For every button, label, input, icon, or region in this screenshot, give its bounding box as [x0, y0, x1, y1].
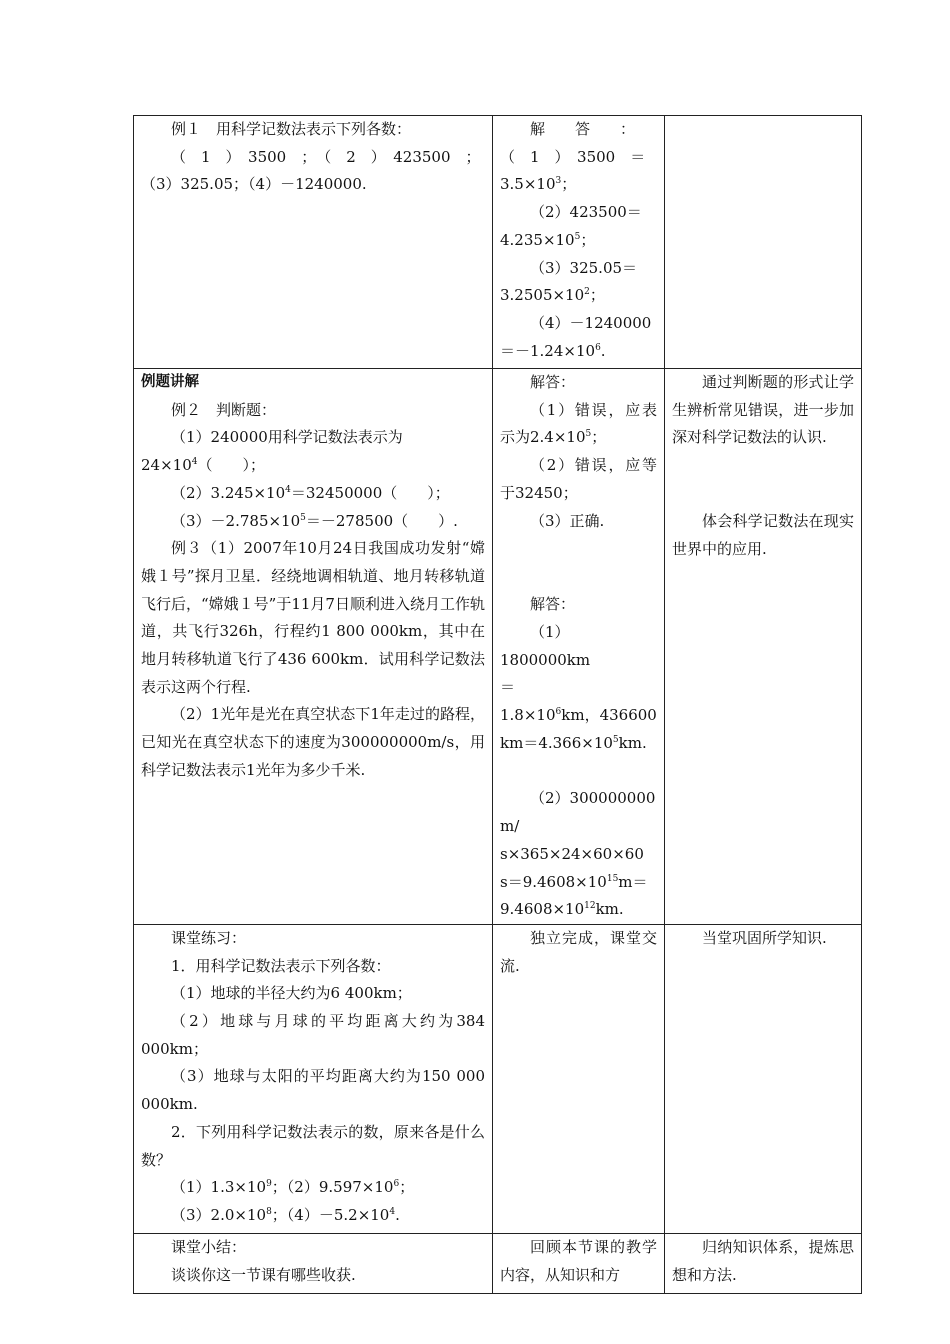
intent-application: 体会科学记数法在现实世界中的应用.	[672, 512, 854, 558]
answer-3-s2c: s×365×24×60×60	[500, 844, 644, 863]
cell-examples-answer	[493, 369, 665, 925]
cell-practice-question	[134, 924, 493, 1233]
summary-heading: 课堂小结：	[171, 1237, 247, 1256]
example-3-part-1: 例３（1）2007年10月24日我国成功发射“嫦娥１号”探月卫星．经绕地调相轨道、地月转移轨道飞行后，“嫦娥１号”于11月7日顺利进入绕月工作轨道，共飞行326h，行程约1 800 000km，其中在地月转移轨道飞行了436 600km．试用科学记数法表示这两个行程.	[141, 539, 485, 696]
section-heading: 例题讲解	[141, 374, 199, 390]
practice-task-1a: （1）地球的半径大约为6 400km；	[171, 984, 412, 1003]
practice-task-1c: （3）地球与太阳的平均距离大约为150 000 000km.	[141, 1067, 485, 1114]
answer-1-item-4: （4）－1240000	[530, 313, 652, 332]
practice-student-activity: 独立完成，课堂交流.	[500, 928, 657, 975]
cell-examples-intent	[665, 369, 862, 925]
summary-text: 谈谈你这一节课有哪些收获.	[171, 1265, 356, 1284]
answer-2-r2: （2）错误，应等于32450；	[500, 456, 657, 502]
example-2-title: 例２ 判断题：	[171, 400, 277, 419]
summary-student-activity: 回顾本节课的教学内容，从知识和方	[500, 1237, 657, 1284]
answer-1-item-1: （ 1 ） 3500 ＝	[500, 147, 646, 166]
cell-practice-student	[493, 924, 665, 1233]
practice-task-1b: （2）地球与月球的平均距离大约为384 000km；	[141, 1012, 485, 1058]
answer-1-item-3: （3）325.05＝	[530, 258, 638, 277]
practice-heading: 课堂练习：	[171, 928, 247, 947]
example-2-q1: （1）240000用科学记数法表示为	[171, 428, 403, 447]
summary-intent: 归纳知识体系，提炼思想和方法.	[672, 1237, 854, 1284]
practice-intent: 当堂巩固所学知识.	[702, 928, 827, 947]
cell-example-1-intent	[665, 116, 862, 369]
answer-3-s2d: $s=9.4608\times 10^{15}m=$	[500, 872, 648, 891]
example-3-part-2: （2）1光年是光在真空状态下1年走过的路程，已知光在真空状态下的速度为300000000m/s，用科学记数法表示1光年为多少千米.	[141, 705, 485, 779]
cell-example-1-answer	[493, 116, 665, 369]
practice-task-2b: $(3)2.0\times 10^8$；$(4)-5.2\times 10^4$.	[171, 1205, 400, 1224]
answer-2-r3: （3）正确.	[530, 511, 605, 530]
answer-1-item-2: （2）423500＝	[530, 203, 642, 222]
lesson-table	[133, 115, 862, 1294]
cell-summary-question	[134, 1233, 493, 1293]
answer-2-r1: （1）错误，应表示为$2.4\times 10^5$；	[500, 400, 657, 447]
row-summary	[134, 1233, 862, 1293]
row-example-1	[134, 116, 862, 369]
answer-2-head: 解答：	[530, 373, 576, 391]
answer-1-item-2-result: $4.235\times 10^5$；	[500, 230, 596, 249]
practice-task-1: 1．用科学记数法表示下列各数：	[171, 956, 391, 975]
answer-1-item-4-result: $=-1.24\times 10^6$.	[500, 341, 606, 360]
example-1-title: 例１ 用科学记数法表示下列各数：	[171, 120, 412, 138]
answer-3-head: 解答：	[530, 595, 576, 614]
cell-example-1-question	[134, 116, 493, 369]
example-1-line-2: （3）325.05；（4）－1240000.	[141, 175, 367, 194]
row-examples	[134, 369, 862, 925]
answer-3-s2b: m/	[500, 817, 520, 836]
example-2-q3: $(3)-2.785\times 10^5=-278500$（ ）.	[171, 511, 458, 530]
answer-3-s1d: $km=4.366\times 10^5km$.	[500, 733, 647, 752]
intent-judgement: 通过判断题的形式让学生辨析常见错误，进一步加深对科学记数法的认识.	[672, 373, 854, 447]
answer-3-s1a: （1）1800000km	[500, 622, 591, 669]
answer-3-s2e: $9.4608\times 10^{12}km$.	[500, 900, 624, 919]
row-practice	[134, 924, 862, 1233]
answer-1-item-3-result: $3.2505\times 10^2$；	[500, 286, 605, 305]
cell-practice-intent	[665, 924, 862, 1233]
practice-task-2a: $(1)1.3\times 10^9$；$(2)9.597\times 10^6$；	[171, 1178, 415, 1197]
answer-1-head: 解 答 ：	[530, 120, 636, 138]
practice-task-2: 2．下列用科学记数法表示的数，原来各是什么数？	[141, 1122, 485, 1169]
example-2-q1-cont: $24\times 10^4$（ ）；	[141, 456, 265, 475]
answer-3-s1b: ＝	[500, 678, 516, 697]
cell-summary-intent	[665, 1233, 862, 1293]
answer-1-item-1-result: $3.5\times 10^3$；	[500, 175, 577, 194]
example-1-line-1: （ 1 ） 3500 ； （ 2 ） 423500 ；	[171, 147, 481, 166]
cell-examples-question	[134, 369, 493, 925]
answer-3-s1c: $1.8\times 10^6km$，436600	[500, 706, 657, 725]
example-2-q2: $(2)3.245\times 10^4=32450000$（ ）；	[171, 483, 450, 502]
answer-3-s2a: （2）300000000	[530, 789, 656, 808]
cell-summary-student	[493, 1233, 665, 1293]
